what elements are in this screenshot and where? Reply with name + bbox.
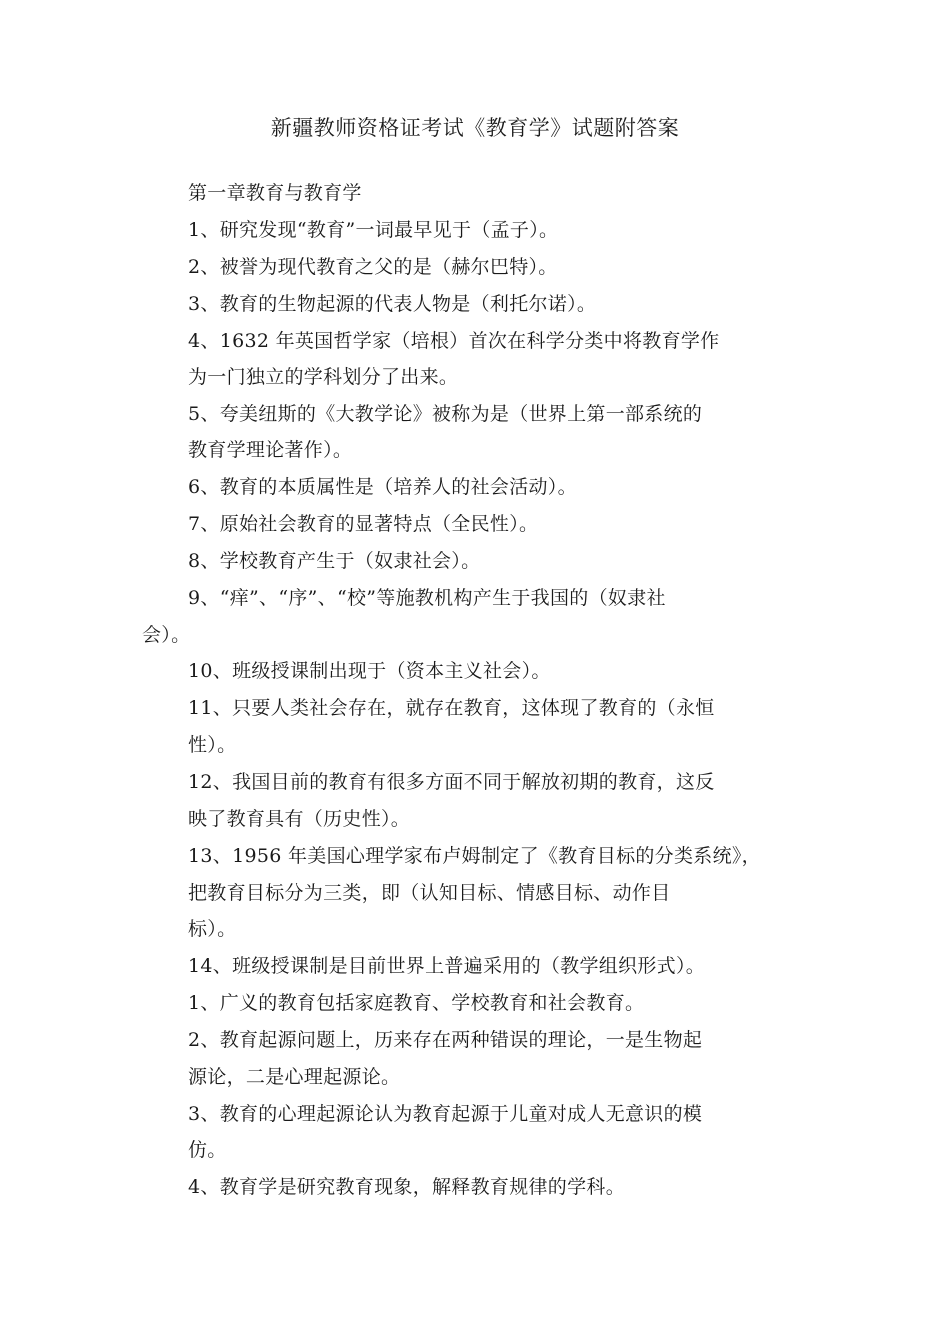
text-line: 2、被誉为现代教育之父的是（赫尔巴特）。 bbox=[188, 256, 558, 278]
text-line: 14、班级授课制是目前世界上普遍采用的（教学组织形式）。 bbox=[188, 955, 706, 977]
document-title: 新疆教师资格证考试《教育学》试题附答案 bbox=[270, 116, 680, 140]
text-line: 源论，二是心理起源论。 bbox=[188, 1066, 401, 1088]
text-line: 把教育目标分为三类，即（认知目标、情感目标、动作目 bbox=[188, 882, 671, 904]
text-line: 为一门独立的学科划分了出来。 bbox=[188, 366, 459, 388]
text-line: 8、学校教育产生于（奴隶社会）。 bbox=[188, 550, 481, 572]
text-line: 12、我国目前的教育有很多方面不同于解放初期的教育，这反 bbox=[188, 771, 715, 793]
text-line: 仿。 bbox=[188, 1139, 227, 1161]
text-line: 会）。 bbox=[142, 624, 191, 646]
text-line: 9、“痒”、“序”、“校”等施教机构产生于我国的（奴隶社 bbox=[188, 587, 666, 609]
text-line: 4、教育学是研究教育现象，解释教育规律的学科。 bbox=[188, 1176, 625, 1198]
text-line: 13、1956 年美国心理学家布卢姆制定了《教育目标的分类系统》， bbox=[188, 845, 761, 867]
chapter-heading: 第一章教育与教育学 bbox=[188, 182, 362, 204]
text-line: 4、1632 年英国哲学家（培根）首次在科学分类中将教育学作 bbox=[188, 330, 720, 352]
text-line: 标）。 bbox=[188, 918, 237, 940]
text-line: 10、班级授课制出现于（资本主义社会）。 bbox=[188, 660, 551, 682]
text-line: 7、原始社会教育的显著特点（全民性）。 bbox=[188, 513, 539, 535]
text-line: 映了教育具有（历史性）。 bbox=[188, 808, 411, 830]
text-line: 1、广义的教育包括家庭教育、学校教育和社会教育。 bbox=[188, 992, 645, 1014]
text-line: 6、教育的本质属性是（培养人的社会活动）。 bbox=[188, 476, 577, 498]
text-line: 1、研究发现“教育”一词最早见于（孟子）。 bbox=[188, 219, 559, 241]
text-line: 3、教育的生物起源的代表人物是（利托尔诺）。 bbox=[188, 293, 597, 315]
text-line: 5、夸美纽斯的《大教学论》被称为是（世界上第一部系统的 bbox=[188, 403, 703, 425]
text-line: 性）。 bbox=[188, 734, 237, 756]
text-line: 教育学理论著作）。 bbox=[188, 439, 353, 461]
text-line: 3、教育的心理起源论认为教育起源于儿童对成人无意识的模 bbox=[188, 1103, 703, 1125]
text-line: 2、教育起源问题上，历来存在两种错误的理论，一是生物起 bbox=[188, 1029, 703, 1051]
text-line: 11、只要人类社会存在，就存在教育，这体现了教育的（永恒 bbox=[188, 697, 715, 719]
